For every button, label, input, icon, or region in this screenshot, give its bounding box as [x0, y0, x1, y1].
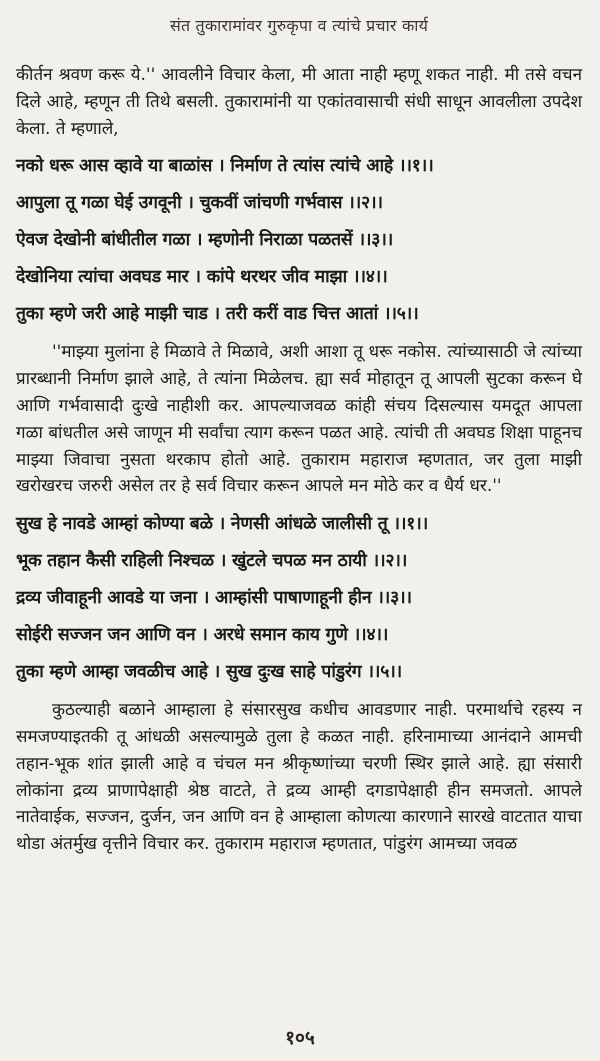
abhang-block-2 — [16, 506, 582, 691]
abhang-block-1 — [16, 148, 582, 333]
page-number: १०५ — [285, 1027, 315, 1049]
paragraph-explanation-2: कुठल्याही बळाने आम्हाला हे संसारसुख कधीच आवडणार नाही. परमार्थाचे रहस्य न समजण्याइतकी तू आंधळी असल्यामुळे तुला हे कळत नाही. हरिनामाच्या आनंदाने आमची तहान-भूक शांत झाली आहे व चंचल मन श्रीकृष्णांच्या चरणी स्थिर झाले आहे. ह्या संसारी लोकांना द्रव्य प्राणापेक्षाही श्रेष्ठ वाटते, ते द्रव्य आम्ही दगडापेक्षाही हीन समजतो. आपले नातेवाईक, सज्जन, दुर्जन, जन आणि वन हे आम्हाला कोणत्या कारणाने सारखे वाटतात याचा थोडा अंतर्मुख वृत्तीने विचार कर. तुकाराम महाराज म्हणतात, पांडुरंग आमच्या जवळ — [16, 700, 582, 855]
verse-line: तुका म्हणे आम्हा जवळीच आहे । सुख दुःख साहे पांडुरंग ।।५।। — [16, 662, 402, 683]
verse-line: तुका म्हणे जरी आहे माझी चाड । तरी करीं वाड चित्त आतां ।।५।। — [16, 304, 419, 325]
verse-line: ऐवज देखोनी बांधीतील गळा । म्हणोनी निराळा पळतसें ।।३।। — [16, 230, 394, 251]
verse-line: नको धरू आस व्हावे या बाळांस । निर्माण ते त्यांस त्यांचे आहे ।।१।। — [16, 156, 434, 177]
paragraph-intro: कीर्तन श्रवण करू ये.'' आवलीने विचार केला, मी आता नाही म्हणू शकत नाही. मी तसे वचन दिले आहे, म्हणून ती तिथे बसली. तुकारामांनी या एकांतवासाची संधी साधून आवलीला उपदेश केला. ते म्हणाले, — [16, 65, 582, 139]
verse-line: देखोनिया त्यांचा अवघड मार । कांपे थरथर जीव माझा ।।४।। — [16, 267, 388, 288]
verse-line: सुख हे नावडे आम्हां कोण्या बळे । नेणसी आंधळे जालीसी तू ।।१।। — [16, 514, 429, 535]
verse-line: भूक तहान कैसी राहिली निश्चळ । खुंटले चपळ मन ठायी ।।२।। — [16, 551, 408, 572]
paragraph-explanation-1: ''माझ्या मुलांना हे मिळावे ते मिळावे, अशी आशा तू धरू नकोस. त्यांच्यासाठी जे त्यांच्या प्रारब्धानी निर्माण झाले आहे, ते त्यांना मिळेलच. ह्या सर्व मोहातून तू आपली सुटका करून घे आणि गर्भवासादी दुःखे नाहीशी कर. आपल्याजवळ कांही संचय दिसल्यास यमदूत आपला गळा बांधतील असे जाणून मी सर्वांचा त्याग करून पळत आहे. त्यांची ती अवघड शिक्षा पाहूनच माझ्या जिवाचा नुसता थरकाप होतो आहे. तुकाराम महाराज म्हणतात, जर तुला माझी खरोखरच जरुरी असेल तर हे सर्व विचार करून आपले मन मोठे कर व धैर्य धर.'' — [16, 342, 582, 497]
verse-line: द्रव्य जीवाहूनी आवडे या जना । आम्हांसी पाषाणाहूनी हीन ।।३।। — [16, 588, 412, 609]
running-header: संत तुकारामांवर गुरुकृपा व त्यांचे प्रचार कार्य — [169, 16, 429, 35]
verse-line: आपुला तू गळा घेई उगवूनी । चुकवीं जांचणी गर्भवास ।।२।। — [16, 193, 383, 214]
verse-line: सोईरी सज्जन जन आणि वन । अरधे समान काय गुणे ।।४।। — [16, 625, 389, 646]
